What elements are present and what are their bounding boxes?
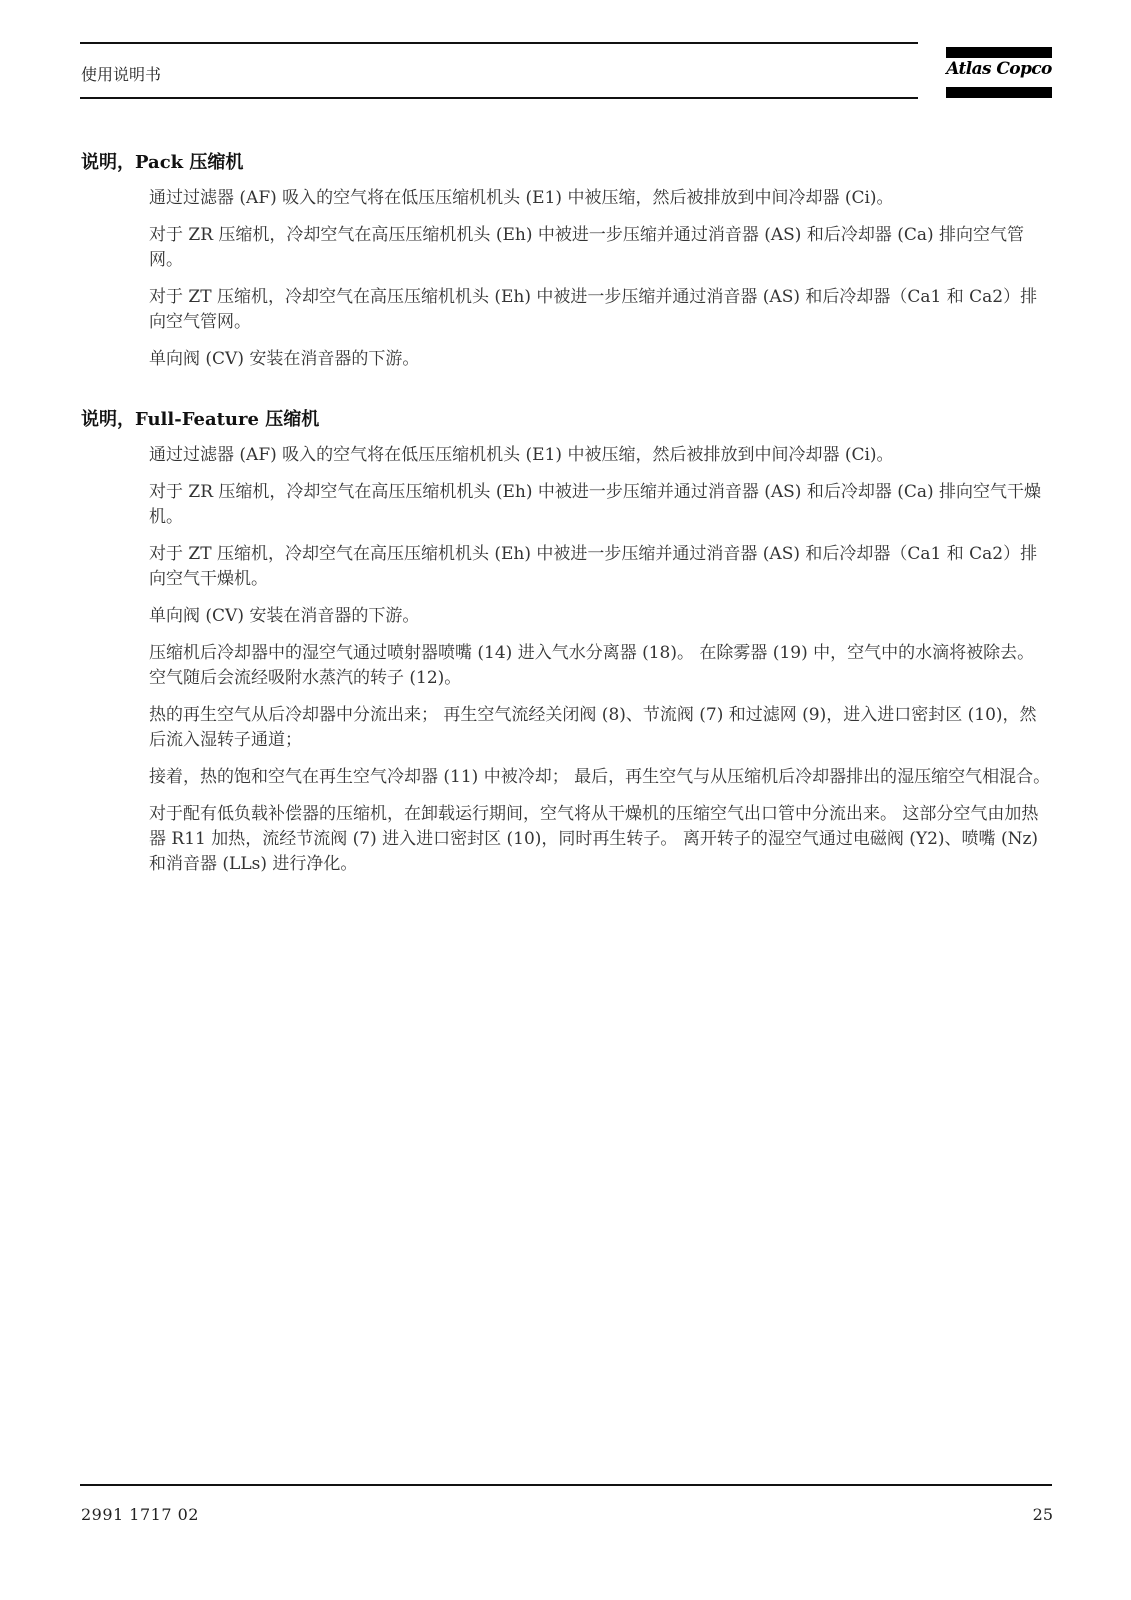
header-rule-top (80, 42, 918, 44)
logo-text: Atlas Copco (946, 59, 1052, 79)
page-number: 25 (1032, 1505, 1053, 1524)
paragraph: 对于 ZT 压缩机，冷却空气在高压压缩机机头 (Eh) 中被进一步压缩并通过消音器 (AS) 和后冷却器（Ca1 和 Ca2）排向空气干燥机。 (149, 544, 1038, 589)
footer-rule (80, 1484, 1052, 1486)
header-rule-bottom (80, 97, 918, 99)
paragraph: 接着，热的饱和空气在再生空气冷却器 (11) 中被冷却； 最后，再生空气与从压缩机后冷却器排出的湿压缩空气相混合。 (149, 767, 1051, 787)
paragraph: 通过过滤器 (AF) 吸入的空气将在低压压缩机机头 (E1) 中被压缩，然后被排放到中间冷却器 (Ci)。 (149, 445, 894, 465)
paragraph: 单向阀 (CV) 安装在消音器的下游。 (149, 349, 420, 369)
paragraph: 对于配有低负载补偿器的压缩机，在卸载运行期间，空气将从干燥机的压缩空气出口管中分流出来。 这部分空气由加热器 R11 加热，流经节流阀 (7) 进入进口密封区 (10)，同时再生转子。 离开转子的湿空气通过电磁阀 (Y2)、喷嘴 (Nz) 和消音器 (LLs) 进行净化。 (149, 804, 1039, 874)
section-heading: 说明，Full-Feature 压缩机 (81, 409, 320, 430)
section-pack (81, 148, 1053, 372)
logo-bar-top (946, 47, 1052, 58)
paragraph: 热的再生空气从后冷却器中分流出来； 再生空气流经关闭阀 (8)、节流阀 (7) 和过滤网 (9)，进入进口密封区 (10)，然后流入湿转子通道； (149, 705, 1037, 750)
paragraph: 对于 ZR 压缩机，冷却空气在高压压缩机机头 (Eh) 中被进一步压缩并通过消音器 (AS) 和后冷却器 (Ca) 排向空气管网。 (149, 225, 1025, 270)
paragraph: 压缩机后冷却器中的湿空气通过喷射器喷嘴 (14) 进入气水分离器 (18)。 在除雾器 (19) 中，空气中的水滴将被除去。 空气随后会流经吸附水蒸汽的转子 (12)。 (149, 643, 1035, 688)
atlas-copco-logo (946, 47, 1052, 99)
section-full-feature (81, 405, 1053, 877)
main-content (81, 148, 1053, 889)
header-title: 使用说明书 (81, 65, 162, 84)
section-heading: 说明，Pack 压缩机 (81, 152, 244, 173)
document-number: 2991 1717 02 (81, 1505, 199, 1524)
paragraph: 单向阀 (CV) 安装在消音器的下游。 (149, 606, 420, 626)
paragraph: 对于 ZT 压缩机，冷却空气在高压压缩机机头 (Eh) 中被进一步压缩并通过消音器 (AS) 和后冷却器（Ca1 和 Ca2）排向空气管网。 (149, 287, 1038, 332)
paragraph: 对于 ZR 压缩机，冷却空气在高压压缩机机头 (Eh) 中被进一步压缩并通过消音器 (AS) 和后冷却器 (Ca) 排向空气干燥机。 (149, 482, 1042, 527)
logo-bar-bottom (946, 87, 1052, 98)
paragraph: 通过过滤器 (AF) 吸入的空气将在低压压缩机机头 (E1) 中被压缩，然后被排放到中间冷却器 (Ci)。 (149, 188, 894, 208)
